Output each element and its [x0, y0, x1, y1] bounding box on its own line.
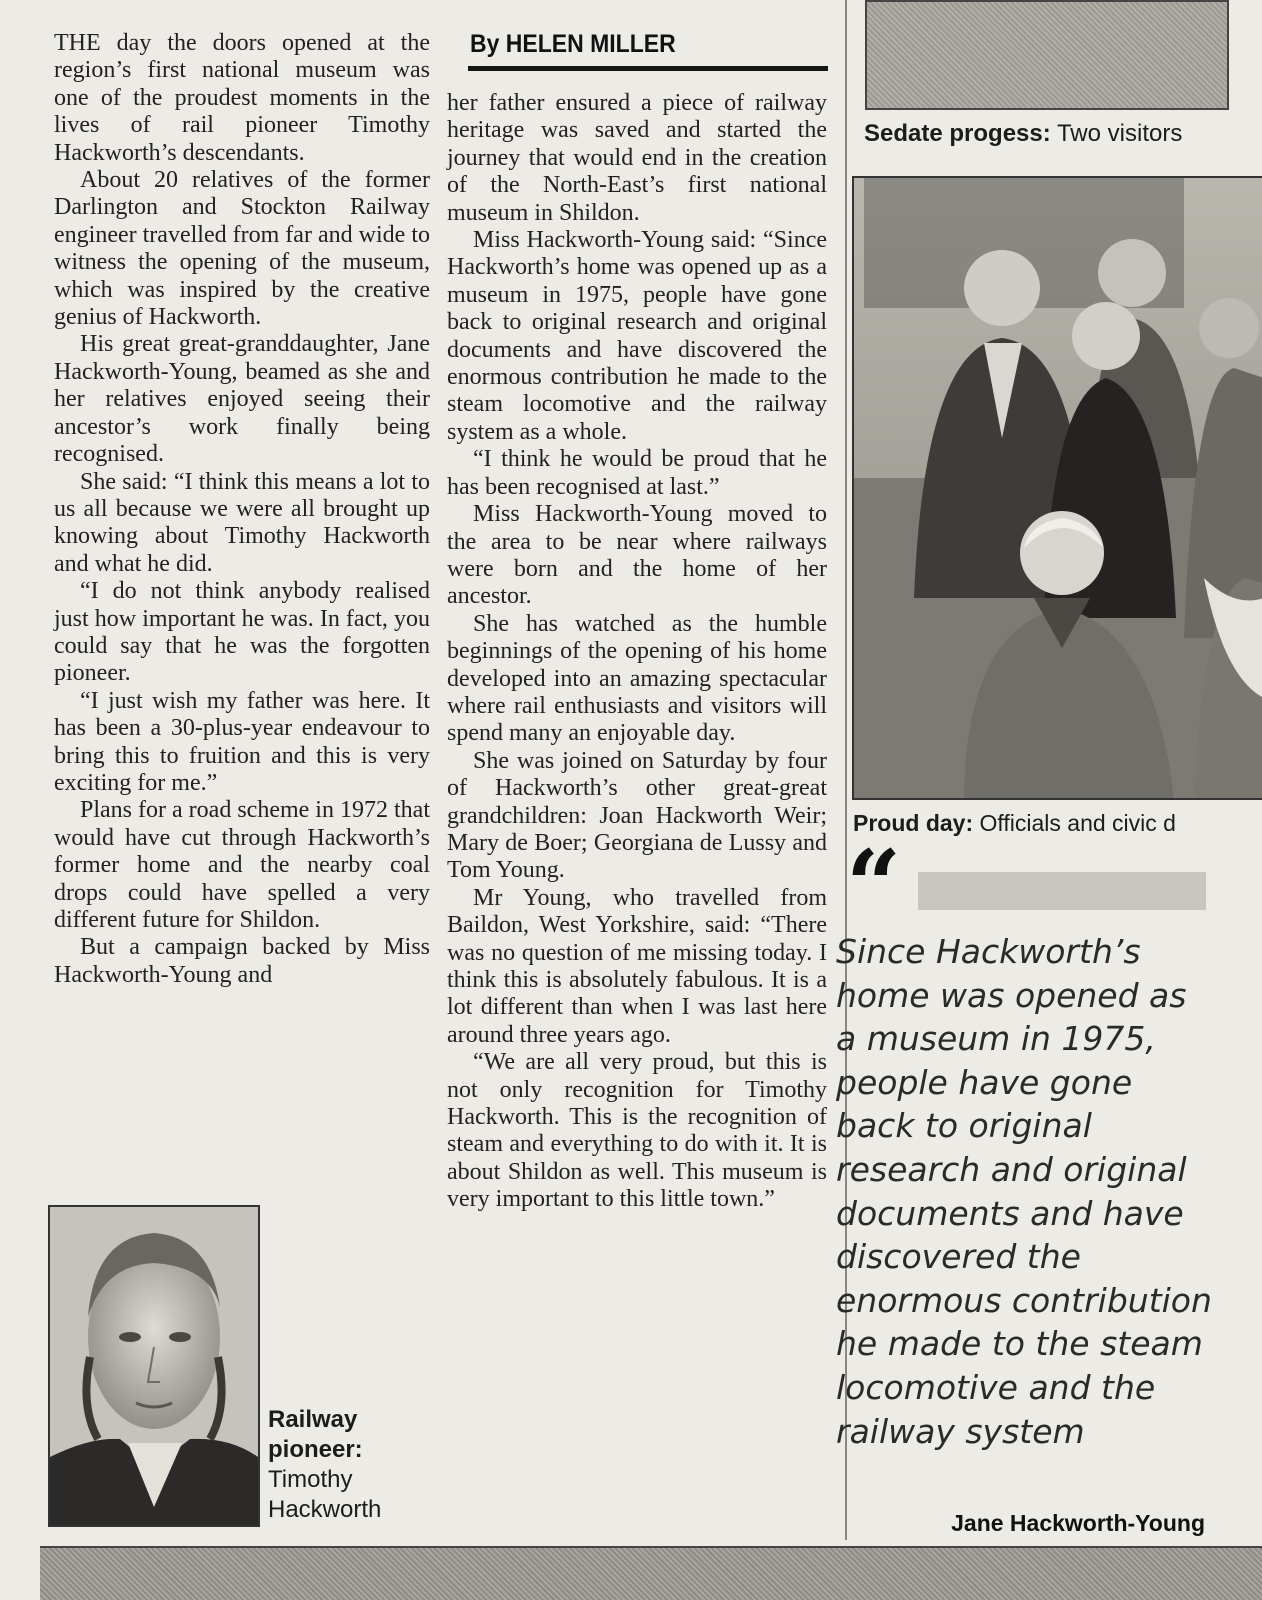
pull-quote: Since Hackworth’s home was opened as a museum in 1975, people have gone back to original research and original documents and have discovered the enormous contribution he made to the steam locomotive and the railway system	[836, 932, 1212, 1451]
paragraph: “I just wish my father was here. It has been a 30-plus-year endeavour to bring this to fruition and this is very exciting for me.”	[54, 687, 430, 796]
paragraph: her father ensured a piece of railway heritage was saved and started the journey that would end in the creation of the North-East’s first national museum in Shildon.	[447, 90, 827, 226]
paragraph: “I do not think anybody realised just how important he was. In fact, you could say that he was the forgotten pioneer.	[54, 578, 430, 687]
pull-quote-attribution: Jane Hackworth-Young	[951, 1510, 1205, 1536]
paragraph: Miss Hackworth-Young moved to the area to be near where railways were born and the home of her ancestor.	[447, 501, 827, 610]
portrait-illustration	[50, 1207, 258, 1525]
paragraph: “I think he would be proud that he has been recognised at last.”	[447, 446, 827, 500]
paragraph: But a campaign backed by Miss Hackworth-Young and	[54, 934, 430, 988]
quote-mark-icon: “	[846, 829, 902, 942]
article-column-1	[54, 30, 430, 989]
caption-label: Sedate progess:	[864, 120, 1051, 147]
bottom-strip	[40, 1546, 1262, 1600]
paragraph: His great great-granddaughter, Jane Hackworth-Young, beamed as she and her relatives enjoyed seeing their ancestor’s work finally being recognised.	[54, 331, 430, 468]
quote-bar	[918, 872, 1206, 910]
paragraph: She said: “I think this means a lot to us all because we were all brought up knowing about Timothy Hackworth and what he did.	[54, 468, 430, 577]
byline-rule	[468, 66, 828, 71]
group-photo	[852, 176, 1262, 800]
article-column-2	[447, 90, 827, 1214]
caption-text: Two visitors	[1056, 120, 1183, 147]
paragraph: She was joined on Saturday by four of Hackworth’s other great-great grandchildren: Joan Hackworth Weir; Mary de Boer; Georgiana de Lussy and Tom Young.	[447, 747, 827, 884]
group-photo-illustration	[854, 178, 1262, 798]
paragraph: THE day the doors opened at the region’s first national museum was one of the proudest moments in the lives of rail pioneer Timothy Hackworth’s descendants.	[54, 30, 430, 166]
portrait-caption	[268, 1405, 428, 1525]
byline: By HELEN MILLER	[470, 30, 676, 58]
portrait-photo	[48, 1205, 260, 1527]
caption-text: Officials and civic d	[979, 810, 1176, 836]
caption-label: Proud day:	[853, 810, 974, 836]
paragraph: Plans for a road scheme in 1972 that would have cut through Hackworth’s former home and the nearby coal drops could have spelled a very different future for Shildon.	[54, 797, 430, 933]
paragraph: Miss Hackworth-Young said: “Since Hackworth’s home was opened up as a museum in 1975, people have gone back to original research and original documents and have discovered the enormous contribution he made to the steam locomotive and the railway system as a whole.	[447, 227, 827, 445]
photo-top-fragment	[865, 0, 1229, 110]
paragraph: “We are all very proud, but this is not only recognition for Timothy Hackworth. This is the recognition of steam and everything to do with it. It is about Shildon as well. This museum is very important to this little town.”	[447, 1049, 827, 1213]
caption-text: Timothy Hackworth	[268, 1466, 382, 1523]
paragraph: About 20 relatives of the former Darlington and Stockton Railway engineer travelled from far and wide to witness the opening of the museum, which was inspired by the creative genius of Hackworth.	[54, 167, 430, 331]
paragraph: She has watched as the humble beginnings of the opening of his home developed into an amazing spectacular where rail enthusiasts and visitors will spend many an enjoyable day.	[447, 610, 827, 747]
caption-label: Railway pioneer:	[268, 1406, 363, 1463]
photo-caption	[853, 810, 1253, 837]
paragraph: Mr Young, who travelled from Baildon, West Yorkshire, said: “There was no question of me missing today. I think this is absolutely fabulous. It is a lot different than when I was last here around three years ago.	[447, 884, 827, 1048]
photo-caption-top	[864, 120, 1244, 148]
